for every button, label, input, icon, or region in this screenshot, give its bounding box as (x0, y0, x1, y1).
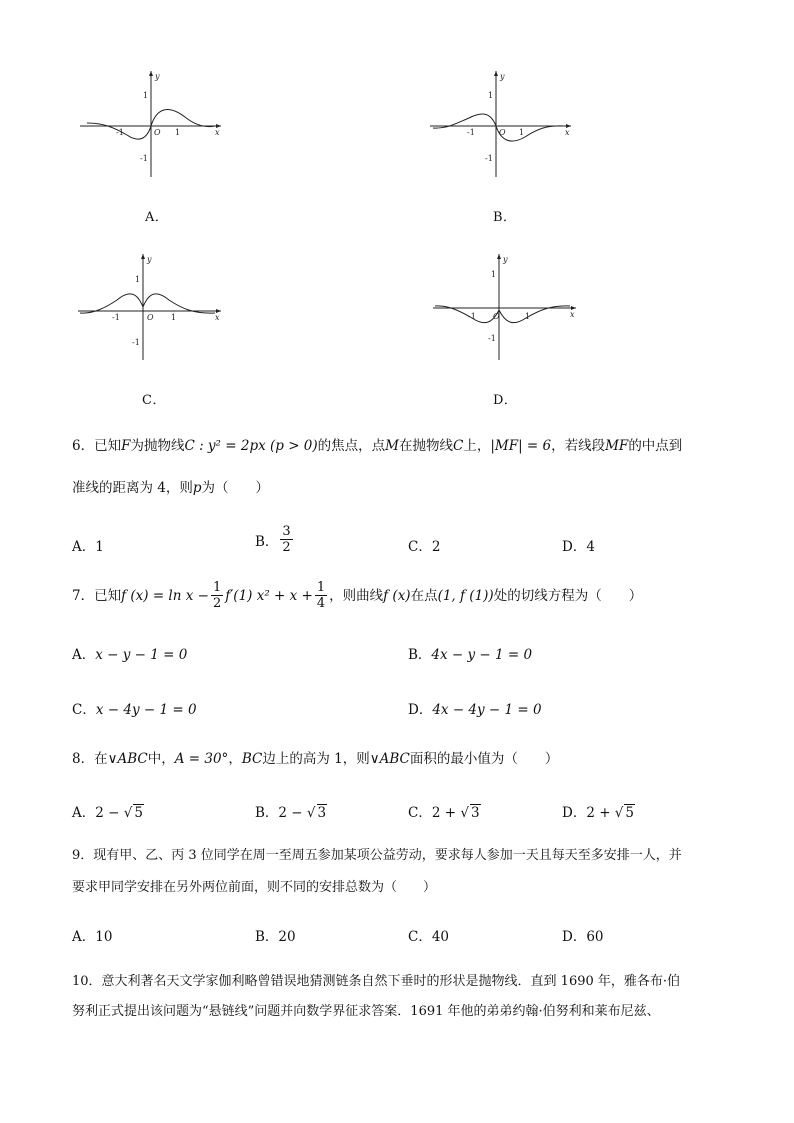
tick-y-neg: -1 (140, 154, 148, 163)
origin-label: O (493, 312, 500, 321)
graph-c (75, 248, 225, 363)
q8-triangle-2: ∨ABC (369, 751, 410, 767)
q6-option-b-fraction (280, 524, 292, 555)
graph-b (425, 65, 575, 180)
q8-option-c-pre: C．2 + (408, 805, 457, 821)
y-arrow (497, 254, 501, 259)
q6-option-d[interactable]: D．4 (562, 539, 595, 555)
q8-option-d[interactable]: D．2 + √ 5 (562, 805, 635, 821)
q7-option-a[interactable] (72, 643, 187, 663)
q7-option-c-eq: x − 4y − 1 = 0 (95, 702, 197, 718)
q6-text-h: 准线的距离为 4，则 (72, 480, 193, 496)
q7-suffix-c: 处的切线方程为（ ） (493, 587, 643, 604)
origin-label: O (154, 128, 161, 137)
graph-d (430, 248, 580, 363)
curve (80, 294, 215, 313)
q7-suffix-a: ，则曲线 (329, 587, 384, 604)
graph-d-svg (430, 248, 580, 363)
q7-frac-quarter (315, 580, 327, 611)
q9-option-b[interactable]: B．20 (255, 929, 296, 945)
q8-option-b-pre: B．2 − (255, 805, 303, 821)
q9-line2: 要求甲同学安排在另外两位前面，则不同的安排总数为（ ） (72, 880, 437, 895)
y-label: y (155, 72, 160, 81)
q6-equation: C : y² = 2px (p > 0) (184, 438, 318, 454)
q7-option-a-label: A． (72, 647, 96, 663)
frac-den: 2 (282, 540, 291, 555)
q7-option-b-eq: 4x − y − 1 = 0 (431, 647, 533, 663)
frac-num: 1 (212, 580, 222, 595)
q7-f-lhs: f (x) = ln x − (121, 587, 209, 604)
graph-d-label: D． (493, 393, 518, 408)
q7-option-b[interactable] (408, 643, 532, 663)
q6-text-a: 6．已知 (72, 438, 122, 454)
q6-option-b[interactable] (255, 524, 295, 555)
graph-b-label: B． (493, 210, 517, 225)
q10-line1: 10．意大利著名天文学家伽利略曾错误地猜测链条自然下垂时的形状是抛物线．直到 1690 年，雅各布·伯 (72, 974, 681, 989)
q7-point: (1, f (1)) (437, 587, 494, 604)
q8-mid1: 中， (147, 751, 175, 767)
q8-option-b[interactable]: B．2 − √ 3 (255, 805, 327, 821)
q7-line (72, 580, 642, 611)
q6-option-a[interactable]: A．1 (72, 539, 104, 555)
q8-suffix: 面积的最小值为（ ） (409, 751, 559, 767)
q8-bc: BC (241, 751, 263, 767)
q6-C: C (452, 438, 464, 454)
origin-label: O (147, 313, 154, 322)
q6-text-b: 为抛物线 (130, 438, 185, 454)
y-arrow (149, 71, 153, 76)
q10-line2: 努利正式提出该问题为“悬链线”问题并向数学界征求答案．1691 年他的弟弟约翰·伯努利和莱布尼兹、 (72, 1004, 660, 1019)
q8-option-a-pre: A．2 − (72, 805, 120, 821)
q6-MF: MF (605, 438, 629, 454)
q6-option-c[interactable]: C．2 (408, 539, 441, 555)
q6-line2 (72, 478, 269, 498)
q6-F: F (121, 438, 131, 454)
q8-option-a[interactable]: A．2 − √ 5 (72, 805, 143, 821)
y-label: y (147, 255, 152, 264)
y-label: y (500, 72, 505, 81)
q6-mf-abs: |MF| = 6 (490, 438, 552, 454)
q6-text-f: ，若线段 (551, 438, 606, 454)
tick-y-pos: 1 (488, 91, 494, 100)
q6-text-i: 为（ ） (201, 480, 270, 496)
q7-option-a-eq: x − y − 1 = 0 (95, 647, 188, 663)
q8-option-c[interactable]: C．2 + √ 3 (408, 805, 480, 821)
q7-fx: f (x) (383, 587, 411, 604)
tick-x-pos: 1 (175, 128, 181, 137)
frac-num: 1 (316, 580, 326, 595)
q7-option-c-label: C． (72, 702, 96, 718)
q8-option-d-pre: D．2 + (562, 805, 611, 821)
q8-mid3: 边上的高为 1，则 (262, 751, 370, 767)
x-label: x (565, 128, 570, 137)
q8-prefix: 8．在 (72, 751, 108, 767)
q9-option-a[interactable]: A．10 (72, 929, 113, 945)
y-arrow (141, 254, 145, 259)
graph-b-svg (425, 65, 575, 180)
q8-angle: A = 30° (174, 751, 229, 767)
frac-den: 4 (316, 596, 326, 611)
y-arrow (494, 71, 498, 76)
q8-triangle: ∨ABC (107, 751, 148, 767)
tick-y-pos: 1 (135, 275, 141, 284)
tick-y-neg: -1 (488, 334, 496, 343)
graph-a (75, 65, 225, 180)
q7-option-d-label: D． (408, 702, 433, 718)
origin-label: O (499, 128, 506, 137)
tick-x-pos: 1 (519, 128, 525, 137)
tick-x-pos: 1 (171, 313, 177, 322)
q7-suffix-b: 在点 (410, 587, 438, 604)
q9-option-c[interactable]: C．40 (408, 929, 450, 945)
q8-option-a-radicand: 5 (134, 805, 143, 821)
q7-prefix: 7．已知 (72, 587, 122, 604)
q7-option-c[interactable] (72, 698, 197, 718)
q8-option-c-radicand: 3 (470, 805, 480, 821)
tick-x-pos: 1 (525, 312, 531, 321)
q6-text-g: 的中点到 (628, 438, 683, 454)
q7-option-d-eq: 4x − 4y − 1 = 0 (432, 702, 542, 718)
x-label: x (215, 313, 220, 322)
q6-M: M (385, 438, 399, 454)
frac-num: 3 (282, 524, 291, 539)
q8-option-b-radicand: 3 (317, 805, 327, 821)
frac-den: 2 (212, 596, 222, 611)
q6-text-d: 在抛物线 (398, 438, 453, 454)
x-label: x (570, 310, 575, 319)
q8-mid2: ， (228, 751, 242, 767)
graph-c-label: C． (142, 393, 166, 408)
q7-mid: f′(1) x² + x + (225, 587, 313, 604)
tick-x-neg: -1 (468, 312, 476, 321)
tick-y-neg: -1 (485, 154, 493, 163)
tick-y-neg: -1 (132, 338, 140, 347)
x-label: x (215, 128, 220, 137)
q6-option-b-label: B． (255, 533, 279, 550)
q6-text-c: 的焦点，点 (317, 438, 386, 454)
tick-y-pos: 1 (143, 91, 149, 100)
q7-option-d[interactable] (408, 698, 542, 718)
y-label: y (503, 255, 508, 264)
tick-x-neg: -1 (116, 128, 124, 137)
graph-a-label: A． (145, 210, 169, 225)
q9-option-d[interactable]: D．60 (562, 929, 604, 945)
tick-x-neg: -1 (112, 313, 120, 322)
tick-y-pos: 1 (491, 270, 497, 279)
q6-text-e: 上， (463, 438, 491, 454)
q7-option-b-label: B． (408, 647, 432, 663)
q9-line1: 9．现有甲、乙、丙 3 位同学在周一至周五参加某项公益劳动，要求每人参加一天且每天至多安排一人，并 (72, 848, 682, 863)
q6-line1 (72, 436, 682, 456)
q7-frac-half (211, 580, 223, 611)
q8-line (72, 749, 558, 769)
q8-option-d-radicand: 5 (625, 805, 635, 821)
q6-p: p (192, 480, 202, 496)
tick-x-neg: -1 (467, 128, 475, 137)
graph-a-svg (75, 65, 225, 180)
graph-c-svg (75, 248, 225, 363)
